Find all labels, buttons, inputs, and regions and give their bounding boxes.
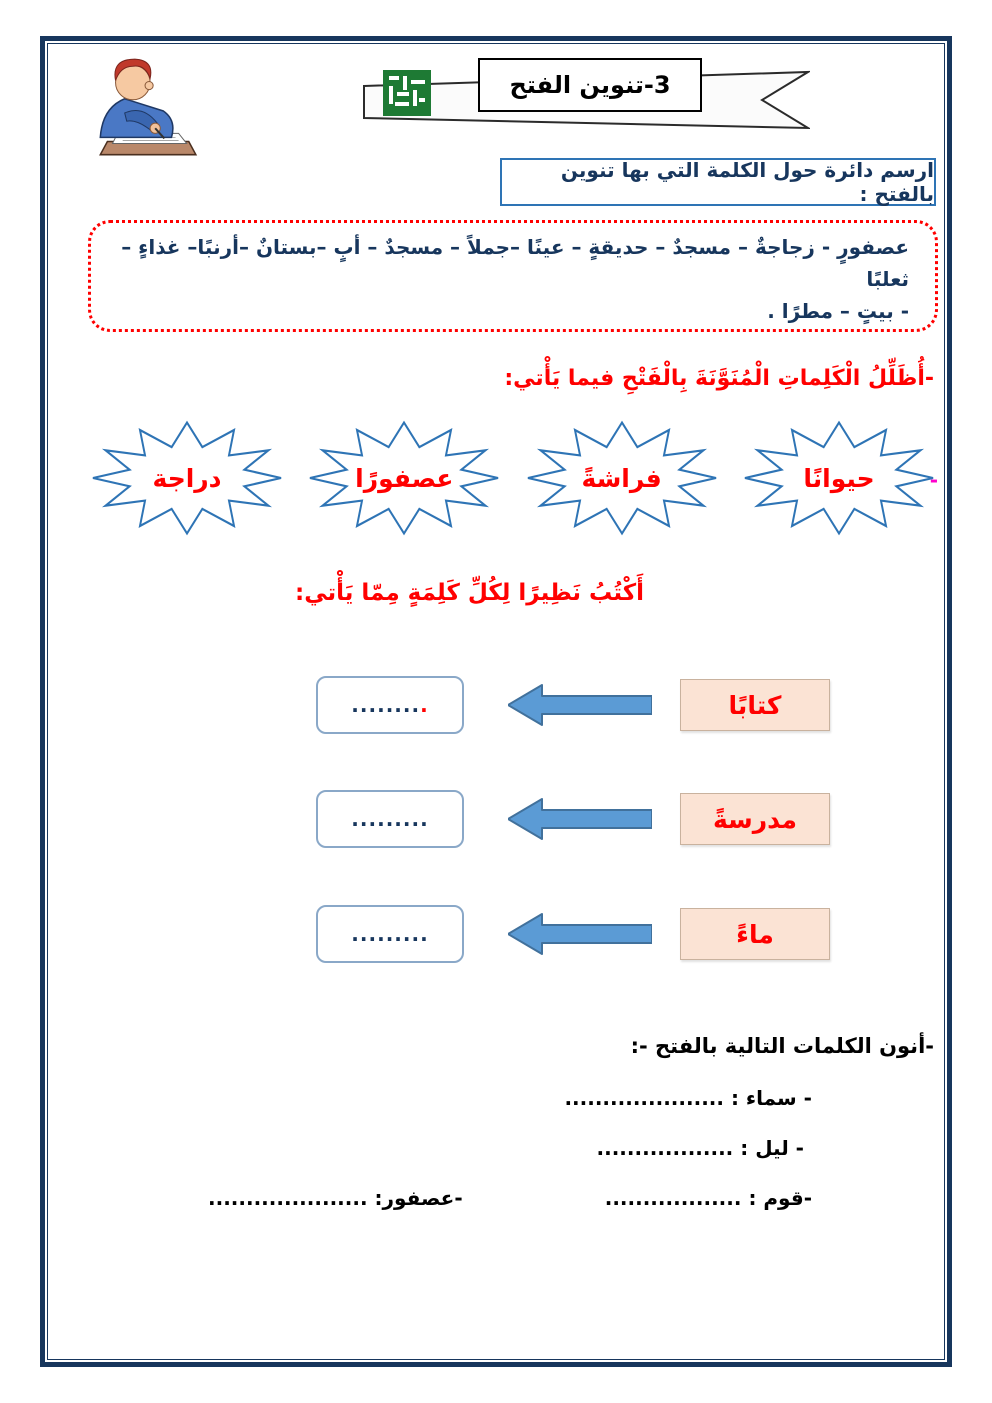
starburst-word-1[interactable] xyxy=(740,414,938,542)
page-title xyxy=(478,58,702,112)
word-list-line2: - بيتٍ – مطرًا . xyxy=(767,299,909,323)
match-heading: أَكْتُبُ نَظِيرًا لِكُلِّ كَلِمَةٍ مِمّا يَأْتي: xyxy=(295,580,644,606)
left-arrow-shape xyxy=(508,683,652,727)
match-word-label: ماءً xyxy=(736,919,774,949)
answer-box-3[interactable] xyxy=(316,905,464,963)
left-arrow-icon-1 xyxy=(508,676,652,734)
shade-heading: -أُظَلِّلُ الْكَلِماتِ الْمُنَوَّنَةَ بِالْفَتْحِ فيما يَأْتي: xyxy=(504,366,934,391)
fill-line-samaa[interactable]: - سماء : ..................... xyxy=(564,1086,812,1110)
left-arrow-icon-2 xyxy=(508,790,652,848)
starburst-row xyxy=(88,412,938,544)
starburst-label: دراجة xyxy=(152,463,222,493)
child-writing-icon xyxy=(82,52,204,159)
answer-dots: ......... xyxy=(351,807,429,831)
match-word-1 xyxy=(680,679,830,731)
answer-dots: ......... xyxy=(351,922,429,946)
left-arrow-shape xyxy=(508,797,652,841)
left-arrow-shape xyxy=(508,912,652,956)
page-title-text: 3-تنوين الفتح xyxy=(509,71,671,99)
answer-dot-red: . xyxy=(420,693,429,717)
fill-line-qawm[interactable]: -قوم : .................. xyxy=(604,1186,812,1210)
stray-mark: - xyxy=(929,468,938,492)
circle-instruction-text: ارسم دائرة حول الكلمة التي بها تنوين بالفتح : xyxy=(560,158,934,206)
word-list-box[interactable] xyxy=(88,220,938,332)
word-list-line1: عصفورٍ - زجاجةٌ – مسجدٌ – حديقةٍ – عينًا –جملاً – مسجدٌ – أبٍ –بستانٌ –أرنبًا– غذاءٍ – ثعلبًا xyxy=(121,235,909,291)
answer-dots: ........ xyxy=(351,693,421,717)
tanween-heading: -أنون الكلمات التالية بالفتح -: xyxy=(630,1034,934,1058)
starburst-label: عصفورًا xyxy=(355,463,454,493)
answer-box-2[interactable] xyxy=(316,790,464,848)
kufic-calligraphy-logo xyxy=(383,70,431,116)
match-word-label: كتابًا xyxy=(728,690,782,720)
starburst-word-4[interactable] xyxy=(88,414,286,542)
match-word-label: مدرسةً xyxy=(712,804,798,834)
fill-line-layl[interactable]: - ليل : .................. xyxy=(596,1136,804,1160)
starburst-label: حيوانًا xyxy=(803,463,875,493)
fill-line-asfour[interactable]: -عصفور: ..................... xyxy=(208,1186,463,1210)
starburst-word-2[interactable] xyxy=(523,414,721,542)
circle-instruction-box xyxy=(500,158,936,206)
left-arrow-icon-3 xyxy=(508,905,652,963)
answer-box-1[interactable] xyxy=(316,676,464,734)
match-word-2 xyxy=(680,793,830,845)
match-word-3 xyxy=(680,908,830,960)
starburst-word-3[interactable] xyxy=(305,414,503,542)
starburst-label: فراشةً xyxy=(581,463,662,493)
kufic-square-icon xyxy=(383,70,431,116)
child-writing-illustration xyxy=(82,52,204,160)
